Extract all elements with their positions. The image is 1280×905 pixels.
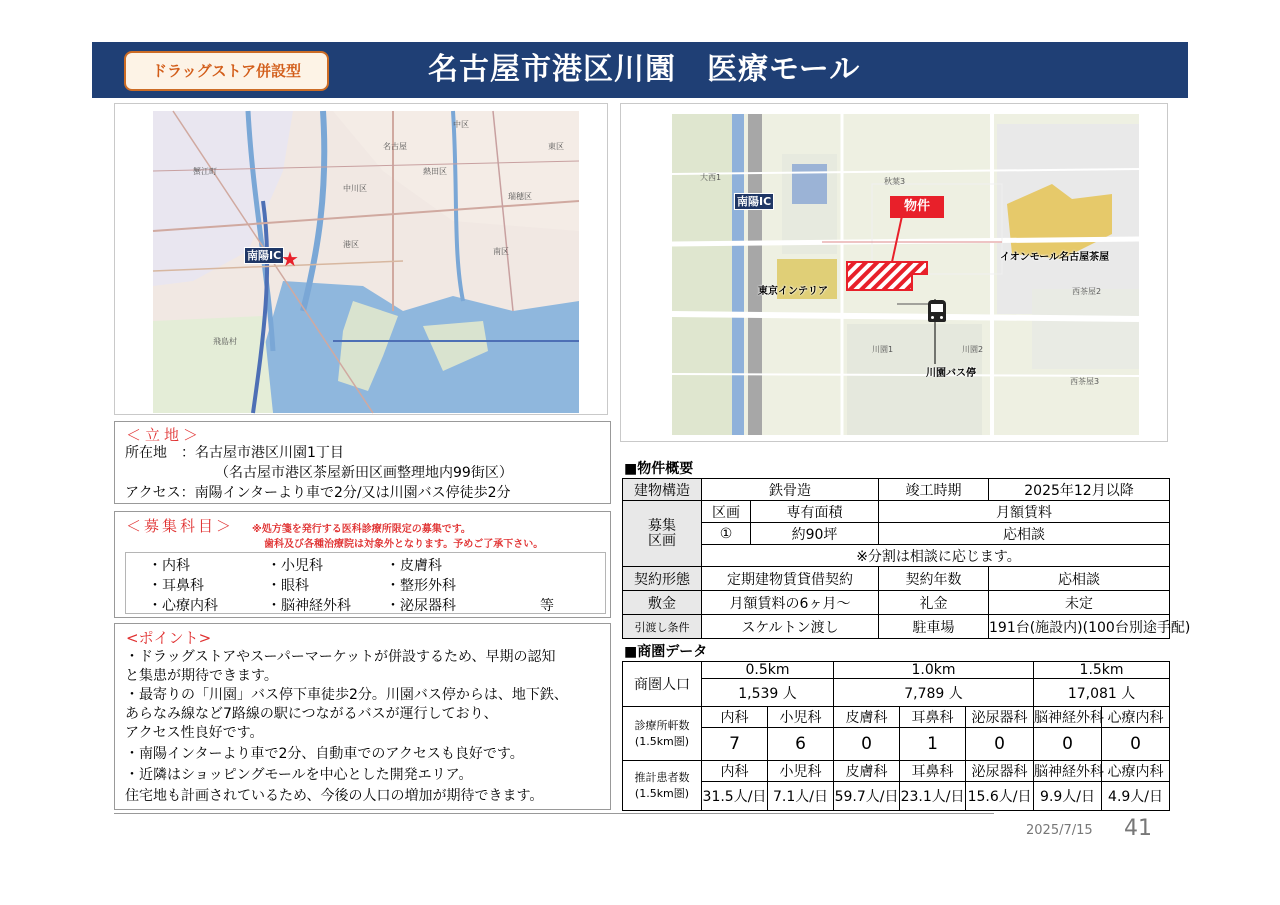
- dept-header: 内科: [702, 707, 768, 728]
- population-value: 1,539 人: [702, 679, 834, 707]
- clinic-count: 0: [1102, 728, 1170, 761]
- dept-header: 脳神経外科: [1034, 707, 1102, 728]
- population-value: 17,081 人: [1034, 679, 1170, 707]
- dept-header: 皮膚科: [834, 707, 900, 728]
- map-label: 熱田区: [423, 167, 447, 176]
- dept-header: 内科: [702, 761, 768, 782]
- map-label: 港区: [343, 240, 359, 249]
- footer-divider: [114, 813, 994, 814]
- patient-estimate: 59.7人/日: [834, 782, 900, 811]
- department-etc: 等: [540, 598, 554, 614]
- points-heading: <ポイント>: [126, 629, 212, 647]
- departments-note: 歯科及び各種治療院は対象外となります。予めご了承下さい。: [264, 539, 544, 550]
- section-number: ①: [702, 523, 751, 545]
- dept-header: 耳鼻科: [900, 707, 966, 728]
- dept-header: 心療内科: [1102, 761, 1170, 782]
- department-item: ・皮膚科: [386, 558, 442, 574]
- dept-header: 小児科: [768, 707, 834, 728]
- area-value: 約90坪: [751, 523, 879, 545]
- patients-label: [623, 761, 702, 811]
- access-line: アクセス：南陽インターより車で2分/又は川園バス停徒歩2分: [125, 485, 511, 501]
- clinic-count: 1: [900, 728, 966, 761]
- dept-header: 皮膚科: [834, 761, 900, 782]
- dept-header: 心療内科: [1102, 707, 1170, 728]
- map-label: 川園2: [962, 345, 984, 354]
- map-label: 蟹江町: [193, 167, 217, 176]
- departments-note: ※処方箋を発行する医科診療所限定の募集です。: [252, 524, 471, 535]
- map-label: 中川区: [343, 184, 367, 193]
- clinic-count: 0: [1034, 728, 1102, 761]
- department-item: ・整形外科: [386, 578, 456, 594]
- population-value: 7,789 人: [834, 679, 1034, 707]
- clinics-label: [623, 707, 702, 761]
- nanyo-ic-label: 南陽IC: [244, 247, 284, 264]
- clinic-count: 7: [702, 728, 768, 761]
- point-line: 住宅地も計画されているため、今後の人口の増加が期待できます。: [125, 788, 544, 804]
- overview-label: 契約形態: [623, 567, 702, 591]
- bus-stop-label: 川園バス停: [926, 368, 976, 379]
- overview-table: [622, 478, 1191, 639]
- map-label: 西茶屋2: [1072, 287, 1102, 296]
- dept-header: 耳鼻科: [900, 761, 966, 782]
- trade-area-title: ■商圏データ: [624, 644, 708, 660]
- column-header: 専有面積: [751, 501, 879, 523]
- trade-area-table: [622, 661, 1170, 811]
- point-line: ・最寄りの「川園」バス停下車徒歩2分。川園バス停からは、地下鉄、: [125, 687, 568, 703]
- patient-estimate: 4.9人/日: [1102, 782, 1170, 811]
- map-label: 大西1: [700, 173, 722, 182]
- rent-value: 応相談: [879, 523, 1170, 545]
- property-label: 物件: [890, 196, 944, 218]
- point-line: ・ドラッグストアやスーパーマーケットが併設するため、早期の認知: [125, 649, 556, 665]
- departments-heading: ＜募集科目＞: [126, 517, 235, 535]
- bus-icon: [928, 300, 946, 322]
- point-line: ・近隣はショッピングモールを中心とした開発エリア。: [125, 767, 473, 783]
- point-line: アクセス性良好です。: [125, 725, 264, 741]
- department-item: ・心療内科: [148, 598, 218, 614]
- overview-label: 契約年数: [879, 567, 989, 591]
- property-star-icon: ★: [281, 247, 299, 271]
- patients-label-text: 推計患者数: [634, 770, 690, 784]
- aeon-mall-label: イオンモール名古屋茶屋: [1000, 252, 1110, 263]
- point-line: ・南陽インターより車で2分、自動車でのアクセスも良好です。: [125, 746, 524, 762]
- site-map: [672, 114, 1139, 435]
- address-line: 所在地 ：名古屋市港区川園1丁目: [125, 445, 344, 461]
- radius-header: 1.5km: [1034, 662, 1170, 679]
- clinic-count: 6: [768, 728, 834, 761]
- overview-title: ■物件概要: [624, 461, 694, 477]
- dept-header: 脳神経外科: [1034, 761, 1102, 782]
- address-detail-line: （名古屋市港区茶屋新田区画整理地内99街区）: [215, 465, 513, 481]
- map-label: 秋葉3: [884, 177, 906, 186]
- overview-label: 募集区画: [623, 501, 702, 567]
- clinic-count: 0: [966, 728, 1034, 761]
- footer-date: 2025/7/15: [1026, 823, 1093, 838]
- site-map-graphic: [672, 114, 1139, 435]
- overview-value: 応相談: [989, 567, 1170, 591]
- overview-value: 未定: [989, 591, 1170, 615]
- dept-header: 泌尿器科: [966, 761, 1034, 782]
- department-item: ・小児科: [267, 558, 323, 574]
- radius-header: 0.5km: [702, 662, 834, 679]
- overview-label: 駐車場: [879, 615, 989, 639]
- dept-header: 小児科: [768, 761, 834, 782]
- page-title: 名古屋市港区川園 医療モール: [428, 52, 861, 87]
- patient-estimate: 7.1人/日: [768, 782, 834, 811]
- department-item: ・泌尿器科: [386, 598, 456, 614]
- overview-value: 2025年12月以降: [989, 479, 1170, 501]
- population-label: 商圏人口: [623, 662, 702, 707]
- department-item: ・内科: [148, 558, 190, 574]
- map-label: 南区: [493, 247, 509, 256]
- overview-value: 定期建物賃貸借契約: [702, 567, 879, 591]
- clinics-label-text: 診療所軒数: [634, 718, 690, 732]
- tokyo-interior-label: 東京インテリア: [758, 286, 828, 297]
- department-item: ・耳鼻科: [148, 578, 204, 594]
- map-label: 飛島村: [213, 337, 237, 346]
- overview-value: 月額賃料の6ヶ月～: [702, 591, 879, 615]
- point-line: あらなみ線など7路線の駅につながるバスが運行しており、: [125, 706, 498, 722]
- map-label: 中区: [453, 120, 469, 129]
- patient-estimate: 23.1人/日: [900, 782, 966, 811]
- location-heading: ＜立地＞: [126, 426, 203, 444]
- department-item: ・脳神経外科: [267, 598, 351, 614]
- page-number: 41: [1124, 816, 1152, 841]
- overview-value: スケルトン渡し: [702, 615, 879, 639]
- overview-label: 敷金: [623, 591, 702, 615]
- nanyo-ic-label: 南陽IC: [734, 193, 774, 210]
- department-item: ・眼科: [267, 578, 309, 594]
- dept-header: 泌尿器科: [966, 707, 1034, 728]
- patient-estimate: 15.6人/日: [966, 782, 1034, 811]
- map-label: 西茶屋3: [1070, 377, 1100, 386]
- column-header: 月額賃料: [879, 501, 1170, 523]
- overview-label: 竣工時期: [879, 479, 989, 501]
- map-label: 川園1: [872, 345, 894, 354]
- map-label: 名古屋: [383, 142, 407, 151]
- clinics-label-sub: (1.5km圏): [634, 734, 690, 748]
- point-line: と集患が期待できます。: [125, 668, 278, 684]
- patient-estimate: 31.5人/日: [702, 782, 768, 811]
- overview-value: 鉄骨造: [702, 479, 879, 501]
- overview-label: 礼金: [879, 591, 989, 615]
- overview-label: 引渡し条件: [623, 615, 702, 639]
- overview-label: 建物構造: [623, 479, 702, 501]
- map-label: 東区: [548, 142, 564, 151]
- radius-header: 1.0km: [834, 662, 1034, 679]
- clinic-count: 0: [834, 728, 900, 761]
- column-header: 区画: [702, 501, 751, 523]
- overview-value: 191台(施設内)(100台別途手配): [989, 615, 1170, 639]
- patient-estimate: 9.9人/日: [1034, 782, 1102, 811]
- type-badge: ドラッグストア併設型: [124, 51, 329, 91]
- map-label: 瑞穂区: [508, 192, 532, 201]
- patients-label-sub: (1.5km圏): [634, 786, 690, 800]
- area-map: [153, 111, 579, 413]
- area-map-graphic: [153, 111, 579, 413]
- split-note: ※分割は相談に応じます。: [702, 545, 1170, 567]
